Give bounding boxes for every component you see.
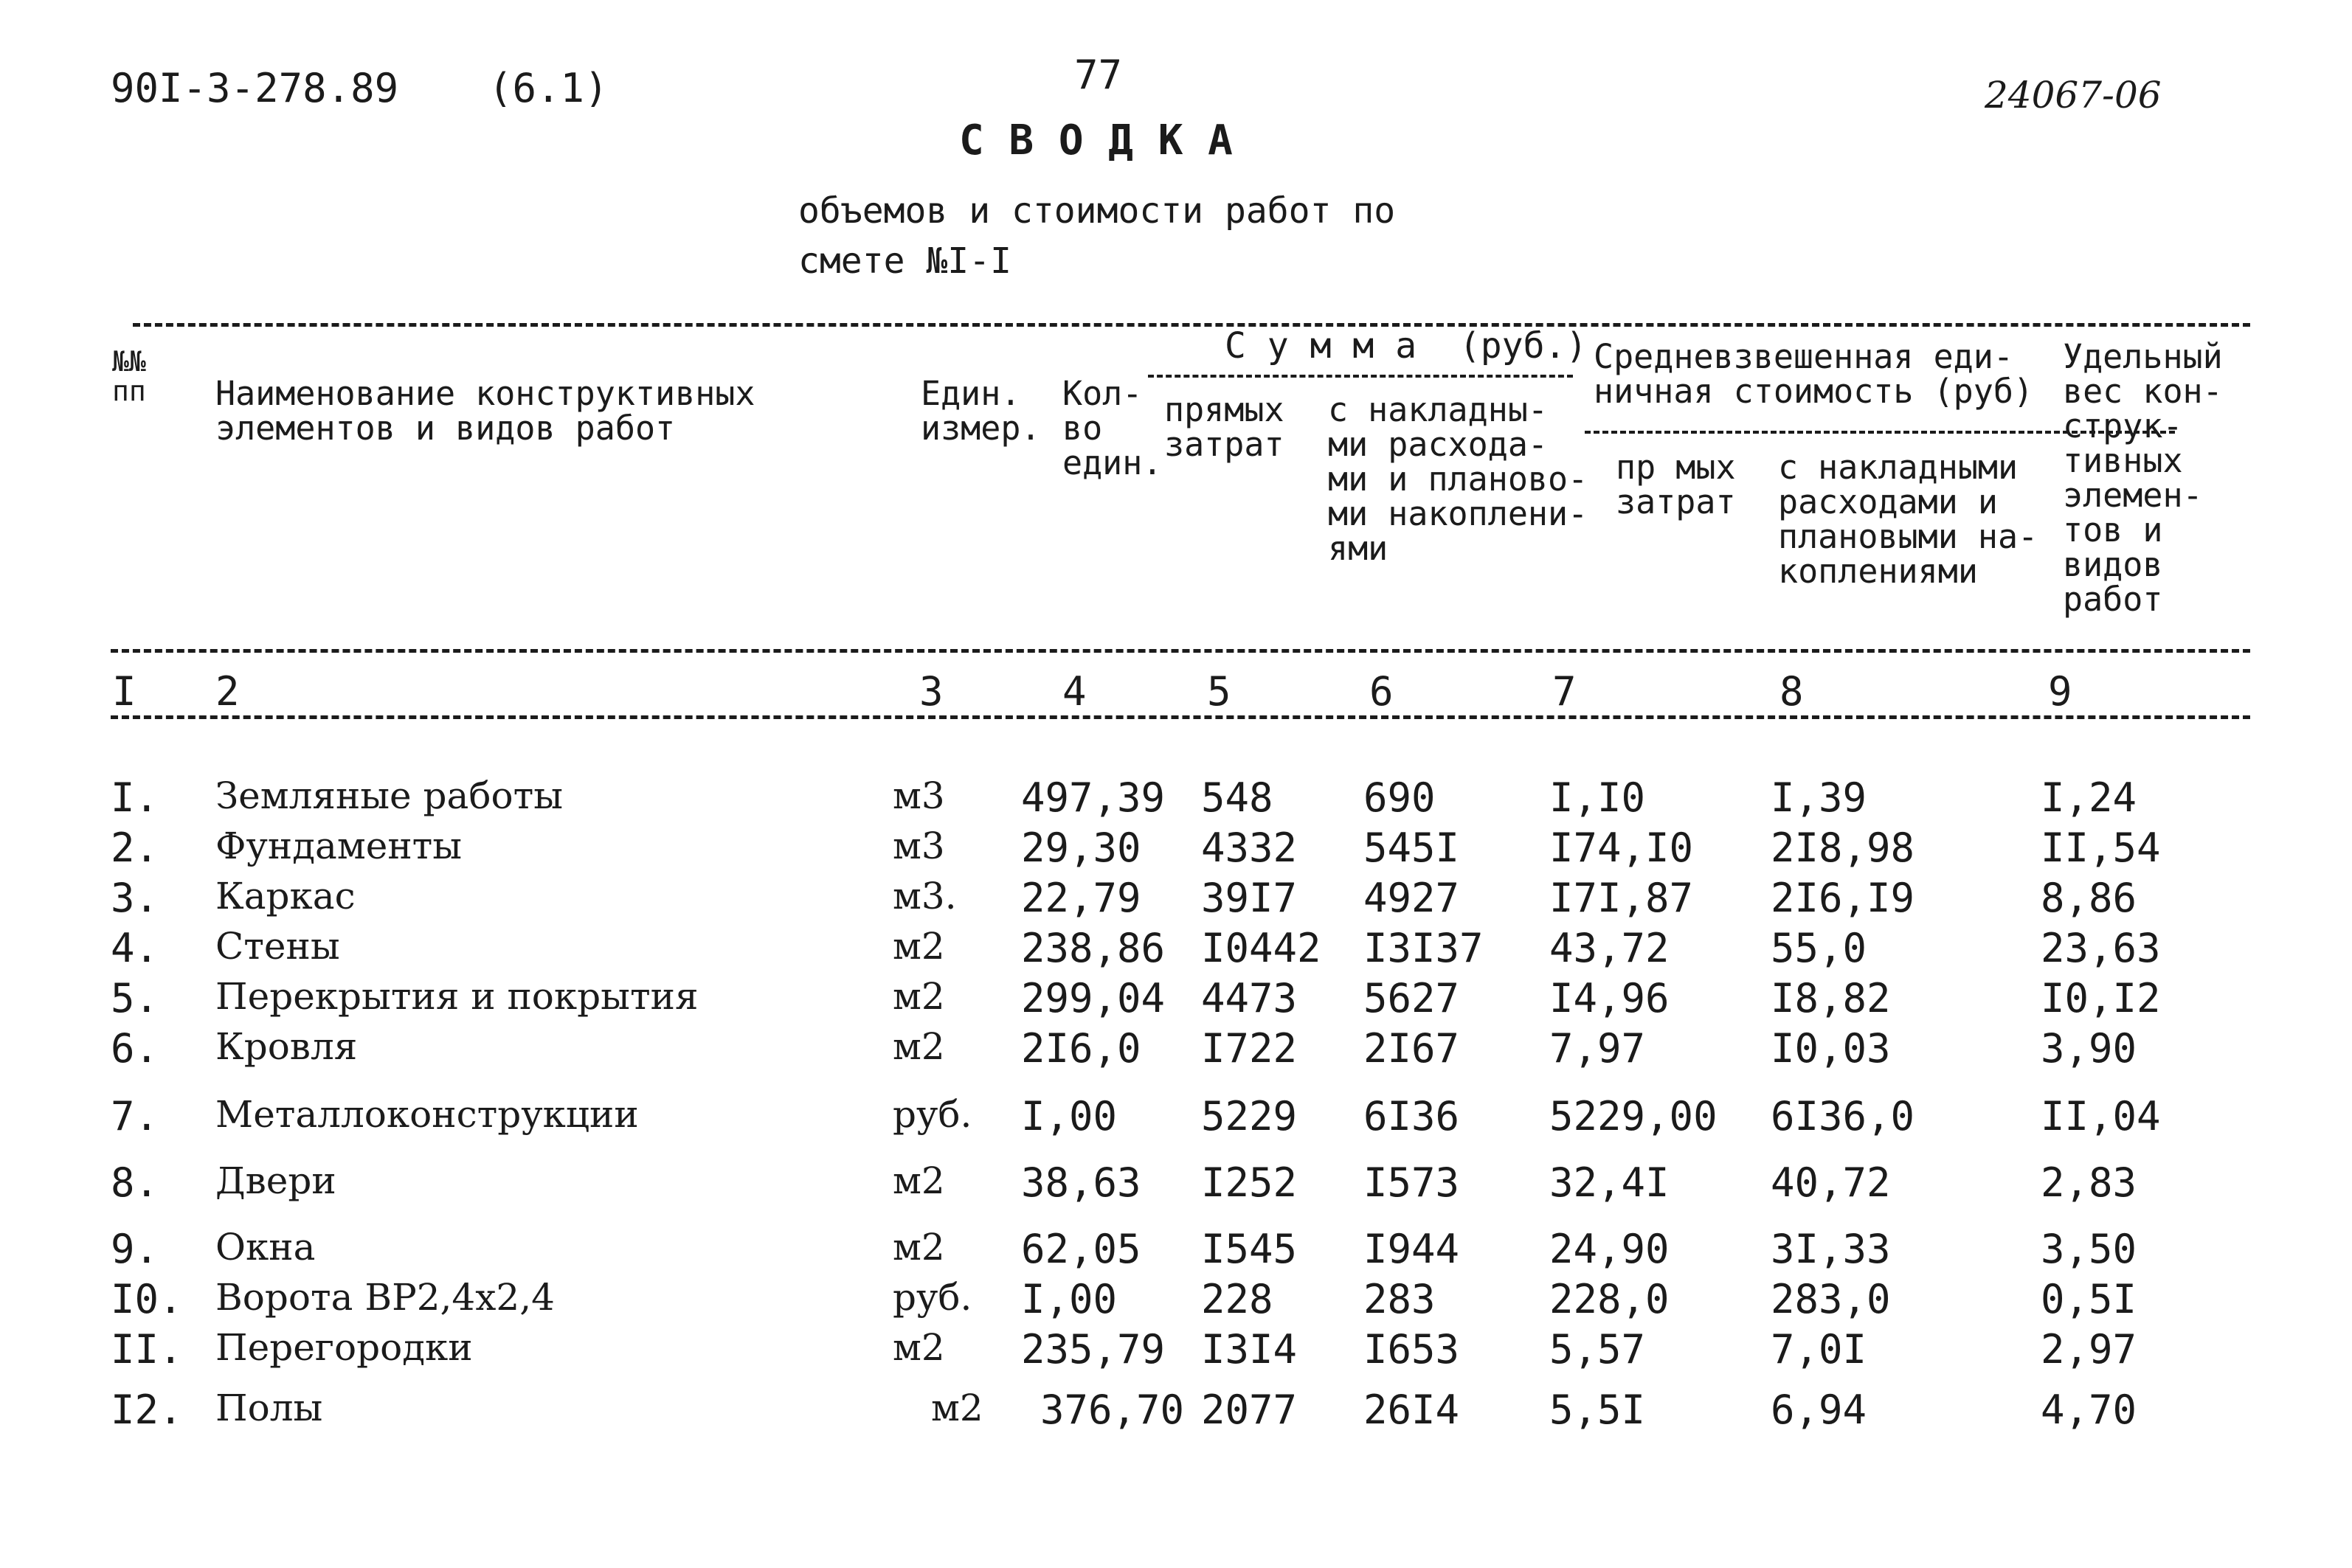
row-sum-overhead: I573 xyxy=(1363,1159,1460,1206)
row-number: 4. xyxy=(111,925,159,971)
row-quantity: I,00 xyxy=(1021,1093,1118,1139)
row-name: Стены xyxy=(215,925,340,968)
row-sum-direct: I545 xyxy=(1201,1226,1298,1272)
row-name: Металлоконструкции xyxy=(215,1093,639,1136)
row-number: 5. xyxy=(111,975,159,1021)
row-sum-overhead: 6I36 xyxy=(1363,1093,1460,1139)
row-unit: м3. xyxy=(893,875,957,917)
row-unit: м3 xyxy=(893,825,945,867)
row-share: 4,70 xyxy=(2041,1387,2137,1433)
row-avg-overhead: 283,0 xyxy=(1771,1276,1891,1322)
row-share: 2,97 xyxy=(2041,1326,2137,1373)
row-avg-direct: 24,90 xyxy=(1549,1226,1670,1272)
row-avg-direct: I4,96 xyxy=(1549,975,1670,1021)
column-number-3: 3 xyxy=(919,668,944,715)
row-avg-direct: I7I,87 xyxy=(1549,875,1694,921)
row-avg-direct: 5,57 xyxy=(1549,1326,1646,1373)
row-share: II,04 xyxy=(2041,1093,2161,1139)
row-avg-overhead: I8,82 xyxy=(1771,975,1891,1021)
row-sum-overhead: 545I xyxy=(1363,825,1460,871)
row-sum-direct: I722 xyxy=(1201,1025,1298,1072)
row-sum-overhead: 4927 xyxy=(1363,875,1460,921)
row-sum-direct: 4473 xyxy=(1201,975,1298,1021)
row-sum-direct: 4332 xyxy=(1201,825,1298,871)
row-number: 7. xyxy=(111,1093,159,1139)
row-name: Полы xyxy=(215,1387,323,1429)
title-line-1: объемов и стоимости работ по xyxy=(798,190,1396,232)
row-avg-direct: 32,4I xyxy=(1549,1159,1670,1206)
row-unit: м2 xyxy=(893,1226,945,1269)
row-avg-direct: 228,0 xyxy=(1549,1276,1670,1322)
row-number: I. xyxy=(111,774,159,821)
row-unit: м2 xyxy=(931,1387,983,1429)
row-name: Перекрытия и покрытия xyxy=(215,975,699,1018)
row-sum-direct: I3I4 xyxy=(1201,1326,1298,1373)
row-sum-overhead: 690 xyxy=(1363,774,1436,821)
row-avg-overhead: 7,0I xyxy=(1771,1326,1867,1373)
row-sum-overhead: 26I4 xyxy=(1363,1387,1460,1433)
column-number-7: 7 xyxy=(1552,668,1577,715)
row-quantity: 29,30 xyxy=(1021,825,1141,871)
row-sum-overhead: I944 xyxy=(1363,1226,1460,1272)
table-top-rule xyxy=(133,323,2250,327)
row-sum-overhead: 283 xyxy=(1363,1276,1436,1322)
column-number-9: 9 xyxy=(2048,668,2072,715)
section-number: (6.1) xyxy=(488,65,609,111)
row-sum-overhead: 2I67 xyxy=(1363,1025,1460,1072)
row-share: II,54 xyxy=(2041,825,2161,871)
row-number: II. xyxy=(111,1326,183,1373)
row-avg-overhead: I,39 xyxy=(1771,774,1867,821)
row-quantity: I,00 xyxy=(1021,1276,1118,1322)
row-avg-direct: 5229,00 xyxy=(1549,1093,1718,1139)
row-name: Двери xyxy=(215,1159,336,1202)
header-sum-group: С у м м а (руб.) xyxy=(1225,325,1588,367)
header-bottom-rule xyxy=(111,649,2250,653)
column-number-8: 8 xyxy=(1779,668,1804,715)
row-sum-direct: 228 xyxy=(1201,1276,1273,1322)
header-avg-direct: пр мых затрат xyxy=(1616,448,1736,521)
row-unit: руб. xyxy=(893,1276,972,1319)
row-share: 0,5I xyxy=(2041,1276,2137,1322)
archive-number: 24067-06 xyxy=(1985,74,2162,117)
row-sum-direct: 39I7 xyxy=(1201,875,1298,921)
column-number-6: 6 xyxy=(1369,668,1394,715)
header-name: Наименование конструктивных элементов и видов работ xyxy=(215,374,755,448)
row-quantity: 497,39 xyxy=(1021,774,1166,821)
row-quantity: 238,86 xyxy=(1021,925,1166,971)
row-quantity: 2I6,0 xyxy=(1021,1025,1141,1072)
row-name: Перегородки xyxy=(215,1326,473,1369)
row-quantity: 38,63 xyxy=(1021,1159,1141,1206)
row-avg-direct: I,I0 xyxy=(1549,774,1646,821)
row-avg-overhead: 6I36,0 xyxy=(1771,1093,1915,1139)
row-avg-overhead: 3I,33 xyxy=(1771,1226,1891,1272)
header-avg-overhead: с накладными расходами и плановыми на- коплениями xyxy=(1778,448,2038,591)
row-number: 3. xyxy=(111,875,159,921)
row-sum-direct: I252 xyxy=(1201,1159,1298,1206)
row-sum-overhead: I3I37 xyxy=(1363,925,1484,971)
row-quantity: 376,70 xyxy=(1040,1387,1185,1433)
row-share: 3,50 xyxy=(2041,1226,2137,1272)
row-number: 2. xyxy=(111,825,159,871)
header-sum-overhead: с накладны- ми расхода- ми и планово- ми накоплени- ями xyxy=(1328,390,1588,568)
column-number-4: 4 xyxy=(1062,668,1087,715)
row-number: I2. xyxy=(111,1387,183,1433)
row-number: 6. xyxy=(111,1025,159,1072)
row-avg-overhead: I0,03 xyxy=(1771,1025,1891,1072)
header-unit: Един. измер. xyxy=(921,374,1041,448)
row-name: Земляные работы xyxy=(215,774,564,817)
row-quantity: 22,79 xyxy=(1021,875,1141,921)
row-share: I,24 xyxy=(2041,774,2137,821)
row-avg-direct: 7,97 xyxy=(1549,1025,1646,1072)
header-num: №№ пп xyxy=(112,345,146,407)
row-quantity: 235,79 xyxy=(1021,1326,1166,1373)
row-number: I0. xyxy=(111,1276,183,1322)
row-avg-overhead: 40,72 xyxy=(1771,1159,1891,1206)
row-quantity: 299,04 xyxy=(1021,975,1166,1021)
row-avg-direct: 43,72 xyxy=(1549,925,1670,971)
row-name: Каркас xyxy=(215,875,356,917)
document-code: 90I-3-278.89 xyxy=(111,65,399,111)
row-unit: м2 xyxy=(893,925,945,968)
column-numbers-rule xyxy=(111,715,2250,719)
row-avg-overhead: 2I8,98 xyxy=(1771,825,1915,871)
header-share: Удельный вес кон- струк- тивных элемен- тов и видов работ xyxy=(2063,337,2223,619)
row-name: Фундаменты xyxy=(215,825,463,867)
row-share: 2,83 xyxy=(2041,1159,2137,1206)
row-unit: м3 xyxy=(893,774,945,817)
document-title: С В О Д К А xyxy=(959,117,1233,164)
header-avg-group: Средневзвешенная еди- ничная стоимость (руб) xyxy=(1594,337,2034,411)
row-unit: м2 xyxy=(893,975,945,1018)
row-sum-overhead: 5627 xyxy=(1363,975,1460,1021)
row-quantity: 62,05 xyxy=(1021,1226,1141,1272)
row-number: 8. xyxy=(111,1159,159,1206)
page-number: 77 xyxy=(1074,52,1123,98)
row-share: 8,86 xyxy=(2041,875,2137,921)
row-sum-direct: I0442 xyxy=(1201,925,1321,971)
row-name: Кровля xyxy=(215,1025,358,1068)
row-name: Ворота ВР2,4х2,4 xyxy=(215,1276,555,1319)
column-number-2: 2 xyxy=(215,668,240,715)
row-avg-overhead: 6,94 xyxy=(1771,1387,1867,1433)
row-sum-overhead: I653 xyxy=(1363,1326,1460,1373)
row-share: I0,I2 xyxy=(2041,975,2161,1021)
row-avg-direct: I74,I0 xyxy=(1549,825,1694,871)
row-number: 9. xyxy=(111,1226,159,1272)
row-share: 3,90 xyxy=(2041,1025,2137,1072)
row-unit: руб. xyxy=(893,1093,972,1136)
row-unit: м2 xyxy=(893,1326,945,1369)
row-name: Окна xyxy=(215,1226,316,1269)
row-sum-direct: 5229 xyxy=(1201,1093,1298,1139)
row-avg-direct: 5,5I xyxy=(1549,1387,1646,1433)
row-sum-direct: 548 xyxy=(1201,774,1273,821)
row-avg-overhead: 2I6,I9 xyxy=(1771,875,1915,921)
row-unit: м2 xyxy=(893,1159,945,1202)
sum-group-rule xyxy=(1148,375,1573,378)
column-number-5: 5 xyxy=(1207,668,1231,715)
row-sum-direct: 2077 xyxy=(1201,1387,1298,1433)
column-number-1: I xyxy=(112,668,136,715)
header-qty: Кол- во един. xyxy=(1062,374,1163,482)
row-share: 23,63 xyxy=(2041,925,2161,971)
row-unit: м2 xyxy=(893,1025,945,1068)
row-avg-overhead: 55,0 xyxy=(1771,925,1867,971)
title-line-2: смете №I-I xyxy=(798,240,1011,282)
header-sum-direct: прямых затрат xyxy=(1164,390,1284,464)
